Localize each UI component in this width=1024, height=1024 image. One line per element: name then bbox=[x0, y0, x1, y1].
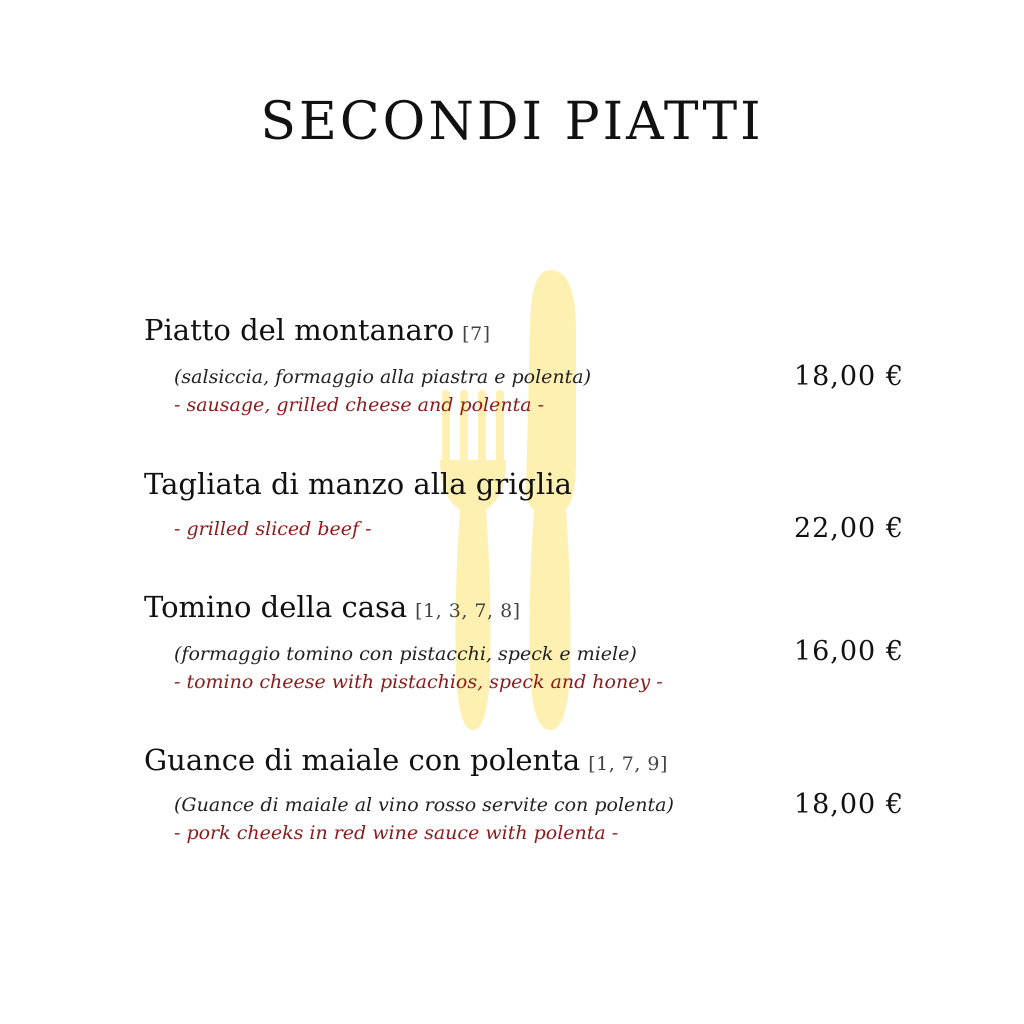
allergen-codes: [7] bbox=[462, 323, 491, 345]
description-italian: (formaggio tomino con pistacchi, speck e miele) bbox=[174, 643, 637, 665]
description-english: - tomino cheese with pistachios, speck and honey - bbox=[174, 671, 663, 693]
dish-title: Tomino della casa bbox=[144, 590, 408, 624]
dish-title: Guance di maiale con polenta bbox=[144, 743, 581, 777]
description-english: - pork cheeks in red wine sauce with polenta - bbox=[174, 822, 619, 844]
price: 18,00 € bbox=[793, 361, 904, 392]
menu-item bbox=[144, 313, 904, 426]
dish-title: Piatto del montanaro bbox=[144, 313, 455, 347]
description-italian: (salsiccia, formaggio alla piastra e polenta) bbox=[174, 366, 592, 388]
dish-name bbox=[144, 313, 904, 347]
page-title: SECONDI PIATTI bbox=[260, 92, 764, 152]
dish-name bbox=[144, 467, 904, 501]
dish-name bbox=[144, 590, 904, 624]
dish-title: Tagliata di manzo alla griglia bbox=[144, 467, 572, 501]
price: 18,00 € bbox=[793, 789, 904, 820]
dish-name bbox=[144, 743, 904, 777]
price: 22,00 € bbox=[793, 513, 904, 544]
description-english: - grilled sliced beef - bbox=[174, 518, 372, 540]
allergen-codes: [1, 3, 7, 8] bbox=[415, 600, 521, 622]
menu-item bbox=[144, 590, 904, 703]
menu-item bbox=[144, 467, 904, 550]
allergen-codes: [1, 7, 9] bbox=[588, 753, 668, 775]
description-english: - sausage, grilled cheese and polenta - bbox=[174, 394, 545, 416]
description-italian: (Guance di maiale al vino rosso servite con polenta) bbox=[174, 794, 674, 816]
menu-item bbox=[144, 743, 904, 856]
price: 16,00 € bbox=[793, 636, 904, 667]
